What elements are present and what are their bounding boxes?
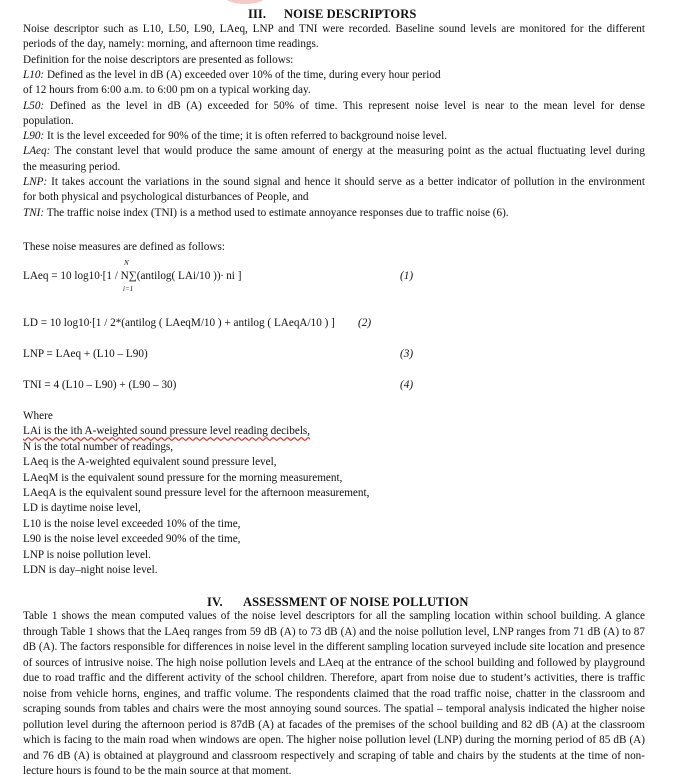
section-title: NOISE DESCRIPTORS xyxy=(284,7,417,21)
section-heading-noise-descriptors xyxy=(248,7,416,22)
equation-4: TNI = 4 (L10 – L90) + (L90 – 30) xyxy=(23,379,177,391)
definition-text: Defined as the level in dB (A) exceeded over 10% of the time, during every hour period xyxy=(46,69,441,81)
definition-term: L10: xyxy=(23,69,45,81)
where-list xyxy=(23,409,369,578)
where-label: Where xyxy=(23,410,53,422)
where-item: LD is daytime noise level, xyxy=(23,502,141,515)
definition-l90 xyxy=(23,129,645,144)
section-heading-assessment xyxy=(207,595,469,610)
definition-tni xyxy=(23,206,645,221)
equation-number-3: (3) xyxy=(400,348,414,360)
definition-text: It is the level exceeded for 90% of the time; it is often referred to background noise level. xyxy=(46,130,448,143)
intro-paragraph xyxy=(23,22,645,68)
where-item: LDN is day–night noise level. xyxy=(23,564,158,577)
definition-term: TNI: xyxy=(23,206,45,219)
definition-laeq-cont: the measuring period. xyxy=(23,160,121,173)
definition-l50-cont: population. xyxy=(23,114,74,127)
definition-term: L50: xyxy=(23,99,45,112)
section-number: III. xyxy=(248,7,267,21)
equation-number-2: (2) xyxy=(358,317,372,329)
definition-term: L90: xyxy=(23,130,45,143)
definition-lnp-cont: for both physical and psychological disturbances of People, and xyxy=(23,191,309,204)
equation-3: LNP = LAeq + (L10 – L90) xyxy=(23,348,148,360)
intro-line: periods of the day, namely: morning, and afternoon time readings. xyxy=(23,38,319,51)
definition-term: LAeq: xyxy=(23,145,51,158)
definition-term: LNP: xyxy=(23,176,48,189)
equation-number-1: (1) xyxy=(400,270,414,282)
summation-lower-limit: i=1 xyxy=(123,285,134,293)
equation-1: LAeq = 10 log10∙[1 / N∑(antilog( LAi/10 ))∙ ni ] xyxy=(23,270,242,282)
annotation-mark xyxy=(222,0,268,4)
section-number: IV. xyxy=(207,595,223,609)
where-item: L10 is the noise level exceeded 10% of the time, xyxy=(23,517,241,530)
measures-intro: These noise measures are defined as follows: xyxy=(23,241,225,253)
where-item: LNP is noise pollution level. xyxy=(23,548,151,561)
where-item: LAi is the ith A-weighted sound pressure level reading decibels, xyxy=(23,425,311,438)
summation-upper-limit: N xyxy=(124,259,129,267)
section-title: ASSESSMENT OF NOISE POLLUTION xyxy=(243,595,469,609)
definition-text: It takes account the variations in the sound signal and hence it should serve as a better indicator of pollution in the environment xyxy=(51,176,645,189)
assessment-paragraph: Table 1 shows the mean computed values of the noise level descriptors for all the sampling location within school building. A glance through Table 1 shows that the LAeq ranges from 59 dB (A) to 73 dB (A) and the noise pollution level, LNP ranges from 71 dB (A) to 87 dB (A). The factors responsible for differences in noise level in the different sampling location surveyed include site location and presence of sources of intrusive noise. The high noise pollution levels and LAeq at the entrance of the school building and followed by playground due to road traffic and the different activity of the school children. Therefore, apart from noise due to student’s activities, there is traffic noise from vehicle horns, engines, and traffic volume. The respondents claimed that the road traffic noise, chatter in the classroom and scraping sounds from tables and chairs were the most annoying sound sources. The spatial – temporal analysis indicated the higher noise pollution level during the afternoon period is 87dB (A) at facades of the premises of the school building and 82 dB (A) at the classroom which is facing to the main road when windows are open. The higher noise pollution level (LNP) during the morning period of 85 dB (A) and 76 dB (A) is obtained at playground and classroom respectively and scraping of table and chairs by the students at the time of non-lecture hours is found to be the main source at that moment. xyxy=(23,610,645,777)
where-item: L90 is the noise level exceeded 90% of the time, xyxy=(23,533,241,546)
definition-text: The constant level that would produce the same amount of energy at the measuring point as the actual fluctuating level during xyxy=(54,145,645,158)
definition-lnp xyxy=(23,175,645,190)
intro-line: Definition for the noise descriptors are presented as follows: xyxy=(23,53,294,66)
where-item: LAeq is the A-weighted equivalent sound pressure level, xyxy=(23,456,277,469)
definition-laeq xyxy=(23,144,645,159)
definition-text: Defined as the level in dB (A) exceeded for 50% of time. This represent noise level is near to the mean level for dense xyxy=(49,99,645,112)
definition-l10-cont: of 12 hours from 6:00 a.m. to 6:00 pm on a typical working day. xyxy=(23,84,311,97)
definition-l50 xyxy=(23,99,645,114)
intro-line: Noise descriptor such as L10, L50, L90, LAeq, LNP and TNI were recorded. Baseline sound levels are monitored for the different xyxy=(23,23,645,35)
equation-number-4: (4) xyxy=(400,379,414,391)
where-item: LAeqM is the equivalent sound pressure for the morning measurement, xyxy=(23,471,343,484)
definition-l10 xyxy=(23,68,645,83)
definitions-list xyxy=(23,68,645,221)
where-item: N is the total number of readings, xyxy=(23,440,174,453)
equation-2: LD = 10 log10∙[1 / 2*(antilog ( LAeqM/10 ) + antilog ( LAeqA/10 ) ] xyxy=(23,317,335,329)
definition-text: The traffic noise index (TNI) is a method used to estimate annoyance responses due to traffic noise (6). xyxy=(46,206,509,219)
where-item: LAeqA is the equivalent sound pressure level for the afternoon measurement, xyxy=(23,487,370,500)
